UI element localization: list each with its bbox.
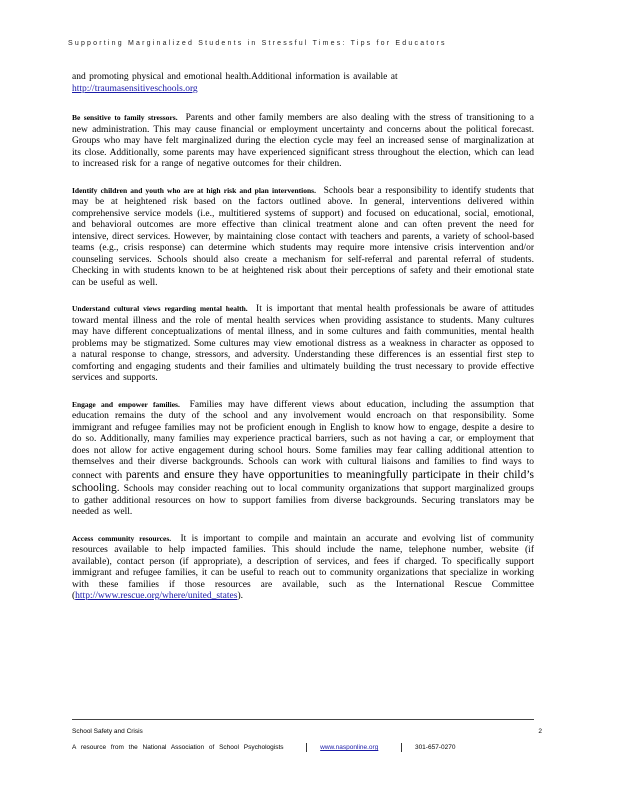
running-header: Supporting Marginalized Students in Stressful Times: Tips for Educators bbox=[68, 40, 447, 47]
footer-resource-text: A resource from the National Association of School Psychologists bbox=[72, 744, 284, 752]
intro-paragraph bbox=[72, 72, 534, 95]
section-body: It is important that mental health professionals be aware of attitudes toward mental illness and the role of mental health services when providing assistance to students. Many cultures may have different conceptualizations of mental illness, and in some cultures and faith communities, mental health problems may be stigmatized. Some cultures may view emotional distress as a weakness in character as opposed to a natural response to change, stressors, and adversity. Understanding these differences is an essential first step to comforting and engaging students and their families and ultimately building the trust necessary to provide effective services and supports. bbox=[72, 304, 534, 383]
footer-website-link[interactable]: www.nasponline.org bbox=[320, 744, 379, 752]
section-community-resources bbox=[72, 533, 534, 603]
footer-title: School Safety and Crisis bbox=[72, 728, 143, 735]
section-body: It is important to compile and maintain an accurate and evolving list of community resources available to help impacted families. This should include the name, telephone number, website (if available), contact person (if appropriate), a description of services, and fees if charged. To specifically support immigrant and refugee families, it can be useful to reach out to community organizations that specialize in working with these families if those resources are available, such as the International Rescue Committee ( bbox=[72, 533, 534, 601]
section-lead: Understand cultural views regarding mental health. bbox=[72, 304, 248, 313]
section-body: Parents and other family members are also dealing with the stress of transitioning to a new administration. This may cause financial or employment uncertainty and concerns about the political forecast. Groups who may have felt marginalized during the election cycle may feel an increased sense of marginalization at its close. Additionally, some parents may have experienced significant stress throughout the election, which can lead to increased risk for a range of negative outcomes for their children. bbox=[72, 113, 535, 169]
footer-separator bbox=[306, 743, 307, 752]
document-body bbox=[72, 72, 534, 617]
footer-phone: 301-657-0270 bbox=[414, 744, 456, 752]
section-lead: Identify children and youth who are at high risk and plan interventions. bbox=[72, 185, 316, 195]
section-body: Schools bear a responsibility to identify students that may be at heightened risk based on the factors outlined above. In general, interventions delivered within comprehensive service models (i.e., multitiered systems of support) and focused on educational, social, emotional, and behavioral outcomes are more effective than clinical treatment alone and can often prevent the need for intensive, direct services. However, by maintaining close contact with teachers and parents, a variety of school-based teams (e.g., crisis response) can determine which students may require more intensive crisis intervention and/or counseling services. Schools should also create a mechanism for self-referral and parental referral of students. Checking in with students known to be at heightened risk about their perceptions of safety and their emotional state can be useful as well. bbox=[72, 185, 534, 288]
section-engage-families bbox=[72, 399, 534, 519]
section-body-end: ). bbox=[237, 591, 243, 601]
footer-resource-row bbox=[72, 743, 542, 752]
section-body: Families may have different views about education, including the assumption that education remains the duty of the school and any involvement would encroach on that responsibility. Some immigrant and refugee families may not be proficient enough in English to know how to engage, despite a desire to do so. Additionally, many families may experience practical barriers, such as not having a car, or employment that does not allow for active engagement during school hours. Some families may fear calling additional attention to themselves and their diverse backgrounds. Schools can work with cultural liaisons and families to find ways to connect with bbox=[72, 399, 534, 481]
rescue-org-link[interactable]: http://www.rescue.org/where/united_states bbox=[75, 591, 238, 601]
section-body-large: parents and ensure they have opportunities to meaningfully participate in their child’s schooling. bbox=[72, 468, 535, 494]
section-cultural-views bbox=[72, 303, 534, 385]
footer-title-row bbox=[72, 728, 542, 735]
footer-separator bbox=[401, 743, 402, 752]
trauma-sensitive-link[interactable]: http://traumasensitiveschools.org bbox=[72, 83, 198, 94]
section-lead: Access community resources. bbox=[72, 533, 172, 543]
section-identify-children bbox=[72, 185, 534, 290]
intro-text: and promoting physical and emotional health.Additional information is available at bbox=[72, 72, 398, 82]
section-body-after: Schools may consider reaching out to local community organizations that support marginalized groups to gather additional resources on how to support families from diverse backgrounds. Securing translators may be needed as well. bbox=[72, 484, 535, 517]
page-number: 2 bbox=[538, 728, 542, 735]
footer-divider bbox=[72, 719, 534, 720]
section-family-stressors bbox=[72, 112, 534, 171]
section-lead: Engage and empower families. bbox=[72, 399, 180, 409]
section-lead: Be sensitive to family stressors. bbox=[72, 113, 178, 122]
